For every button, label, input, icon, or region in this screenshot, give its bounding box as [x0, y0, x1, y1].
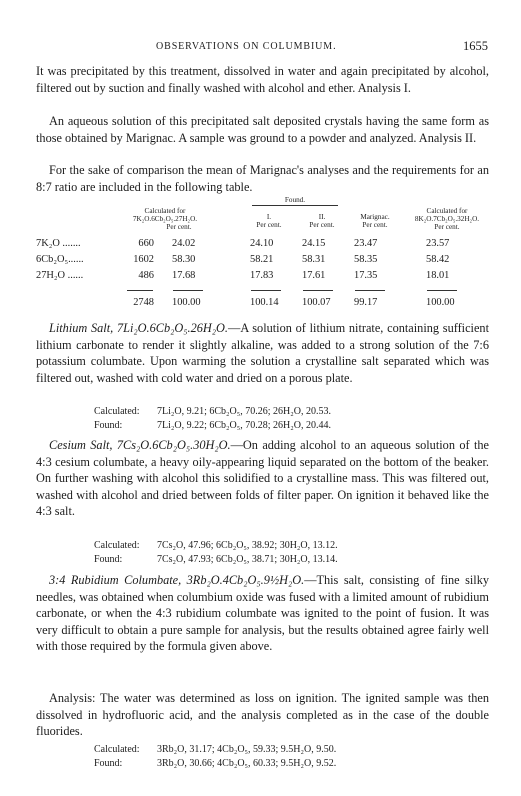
found-heading: Found. [284, 196, 306, 204]
header-analysis-ii [298, 213, 346, 229]
found-label: Found: [94, 420, 123, 431]
total-calculated: 100.00 [172, 297, 201, 308]
header-text: Marignac. [360, 213, 390, 221]
paragraph-rubidium-columbate [36, 572, 489, 655]
table-row [0, 238, 521, 252]
cell-weight: 486 [138, 270, 154, 281]
calculated-label: Calculated: [94, 744, 140, 755]
found-label: Found: [94, 758, 123, 769]
cell-marignac: 58.35 [354, 254, 378, 265]
header-text: Calculated for [426, 207, 468, 215]
lithium-heading: Lithium Salt, 7Li₂O.6Cb₂O₅.26H₂O. [49, 321, 229, 335]
cell-calculated-b: 18.01 [426, 270, 450, 281]
table-total-row [0, 297, 521, 311]
header-calculated-8-7 [402, 207, 492, 231]
cell-calculated: 17.68 [172, 270, 196, 281]
running-title: OBSERVATIONS ON COLUMBIUM. [156, 41, 337, 52]
page-number: 1655 [463, 39, 488, 53]
header-marignac [350, 213, 400, 229]
paragraph-precipitation: It was precipitated by this treatment, dissolved in water and again precipitated by alcohol, filtered out by suction and finally washed with alcohol and ether. Analysis I. [36, 64, 489, 95]
total-analysis-i: 100.14 [250, 297, 279, 308]
cell-analysis-ii: 24.15 [302, 238, 326, 249]
calculated-values: 3Rb₂O, 31.17; 4Cb₂O₅, 59.33; 9.5H₂O, 9.50. [157, 744, 337, 755]
sum-rule [355, 290, 385, 291]
rubidium-found-line [94, 758, 336, 769]
cell-calculated-b: 23.57 [426, 238, 450, 249]
found-values: 3Rb₂O, 30.66; 4Cb₂O₅, 60.33; 9.5H₂O, 9.52. [157, 758, 337, 769]
paragraph-aqueous-solution: An aqueous solution of this precipitated salt deposited crystals having the same form as those obtained by Marignac. A sample was ground to a powder and analyzed. Analysis II. [36, 114, 489, 145]
cell-weight: 1602 [133, 254, 154, 265]
table-row [0, 270, 521, 284]
calculated-label: Calculated: [94, 540, 140, 551]
sum-rule [427, 290, 457, 291]
cell-weight: 660 [138, 238, 154, 249]
header-text: Calculated for [144, 207, 186, 215]
header-text: Per cent. [256, 221, 282, 229]
sum-rule [173, 290, 203, 291]
header-text: Per cent. [362, 221, 388, 229]
rubidium-text: —This salt, consisting of fine silky needles, was obtained when columbium oxide was fused with a limited amount of rubidium carbonate, or when the 4:3 rubidium columbate was ignited to the point of fusion. It was very difficult to obtain a pure sample for analysis, but the results obtained agree fairly well with those required by the formula given above. [36, 573, 489, 653]
sum-rule [303, 290, 333, 291]
total-analysis-ii: 100.07 [302, 297, 331, 308]
rubidium-heading: 3:4 Rubidium Columbate, 3Rb₂O.4Cb₂O₅.9½H₂O. [49, 573, 305, 587]
cell-analysis-ii: 58.31 [302, 254, 326, 265]
cell-marignac: 23.47 [354, 238, 378, 249]
row-label: 7K₂O ....... [36, 238, 81, 249]
header-analysis-i [246, 213, 292, 229]
paragraph-comparison: For the sake of comparison the mean of Marignac's analyses and the requirements for an 8:7 ratio are included in the following table. [36, 163, 489, 194]
cell-calculated-b: 58.42 [426, 254, 450, 265]
found-values: 7Cs₂O, 47.93; 6Cb₂O₅, 38.71; 30H₂O, 13.14. [157, 554, 338, 565]
calculated-label: Calculated: [94, 406, 140, 417]
total-calculated-b: 100.00 [426, 297, 455, 308]
row-label: 27H₂O ...... [36, 270, 84, 281]
header-text: Per cent. [309, 221, 335, 229]
total-weight: 2748 [133, 297, 154, 308]
sum-rule [251, 290, 281, 291]
found-label: Found: [94, 554, 123, 565]
cesium-heading: Cesium Salt, 7Cs₂O.6Cb₂O₅.30H₂O. [49, 438, 231, 452]
running-header [36, 40, 488, 54]
header-text: Per cent. [434, 223, 460, 231]
found-brace-rule [252, 205, 338, 206]
table-row [0, 254, 521, 268]
header-calculated-7-6 [120, 207, 210, 231]
lithium-found-line [94, 420, 331, 431]
calculated-values: 7Li₂O, 9.21; 6Cb₂O₅, 70.26; 26H₂O, 20.53. [157, 406, 331, 417]
paragraph-lithium-salt [36, 320, 489, 386]
header-text: 8K₂O.7Cb₂O₅.32H₂O. [414, 215, 480, 223]
header-text: Per cent. [166, 223, 192, 231]
cell-analysis-ii: 17.61 [302, 270, 326, 281]
rubidium-calculated-line [94, 744, 336, 755]
cell-calculated: 24.02 [172, 238, 196, 249]
row-label: 6Cb₂O₅...... [36, 254, 84, 265]
paragraph-analysis: Analysis: The water was determined as loss on ignition. The ignited sample was then dissolved in hydrofluoric acid, and the analysis completed as in the case of the double fluorides. [36, 691, 489, 738]
header-text: I. [266, 213, 272, 221]
lithium-calculated-line [94, 406, 331, 417]
cesium-calculated-line [94, 540, 338, 551]
cell-analysis-i: 17.83 [250, 270, 274, 281]
sum-rule [127, 290, 153, 291]
cesium-text: —On adding alcohol to an aqueous solution of the 4:3 cesium columbate, a heavy oily-appearing liquid separated on the bottom of the beaker. On further washing with alcohol this solidified to a crystalline mass. This was filtered out, washed with alcohol and dried between folds of filter paper. On ignition it behaved like the 4:3 salt. [36, 438, 489, 518]
header-text: II. [318, 213, 326, 221]
lithium-text: —A solution of lithium nitrate, containing sufficient lithium carbonate to render it slightly alkaline, was added to a strong solution of the 7:6 potassium columbate. Upon warming the solution a crystalline salt separated which was filtered out, washed with cold water and dried on a porous plate. [36, 321, 489, 385]
paragraph-cesium-salt [36, 437, 489, 520]
cesium-found-line [94, 554, 338, 565]
cell-analysis-i: 58.21 [250, 254, 274, 265]
total-marignac: 99.17 [354, 297, 378, 308]
header-text: 7K₂O.6Cb₂O₅.27H₂O. [132, 215, 198, 223]
cell-calculated: 58.30 [172, 254, 196, 265]
cell-analysis-i: 24.10 [250, 238, 274, 249]
calculated-values: 7Cs₂O, 47.96; 6Cb₂O₅, 38.92; 30H₂O, 13.12. [157, 540, 338, 551]
found-values: 7Li₂O, 9.22; 6Cb₂O₅, 70.28; 26H₂O, 20.44. [157, 420, 331, 431]
cell-marignac: 17.35 [354, 270, 378, 281]
